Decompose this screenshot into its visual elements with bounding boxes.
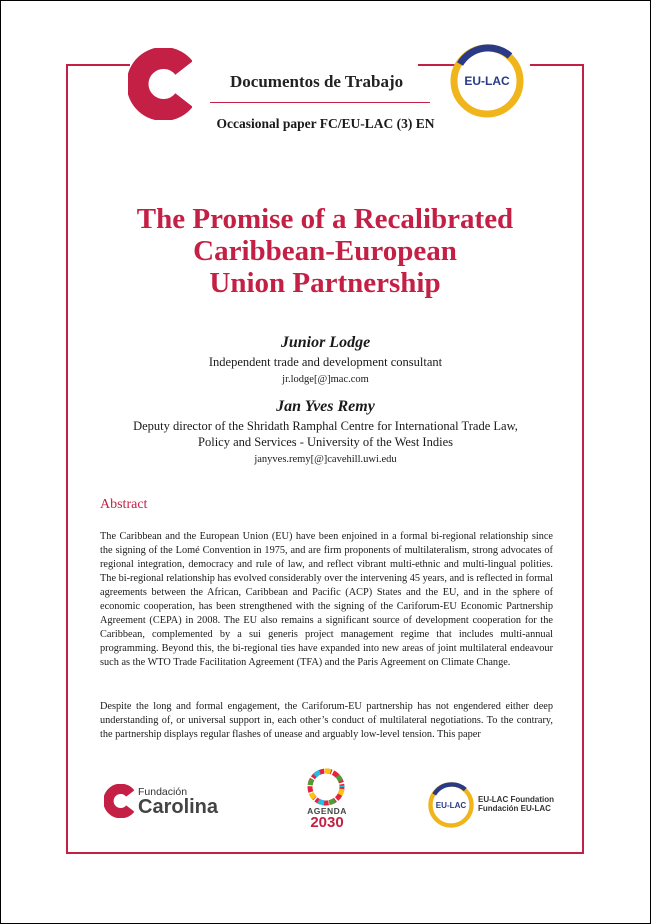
eulac-foundation-label: EU-LAC Foundation <box>478 795 554 804</box>
frame-line <box>530 64 584 66</box>
agenda-label: AGENDA <box>307 806 347 816</box>
frame-line <box>66 64 130 66</box>
separator-line <box>210 102 430 103</box>
abstract-heading: Abstract <box>100 497 148 512</box>
fundacion-label: Fundación <box>138 786 188 798</box>
paper-id: Occasional paper FC/EU-LAC (3) EN <box>216 116 435 131</box>
series-title: Documentos de Trabajo <box>230 72 404 91</box>
author-email: jr.lodge[@]mac.com <box>282 374 369 385</box>
abstract-paragraph: Despite the long and formal engagement, the Cariforum-EU partnership has not engendered either deep understanding of, or universal support in, each other’s conduct of multilateral negotiations. To the contrary, the partnership displays regular flashes of unease and arguably low-level tension. This paper <box>100 701 553 740</box>
author-affiliation: Independent trade and development consultant <box>208 355 443 369</box>
agenda-year: 2030 <box>310 814 344 831</box>
author-name: Junior Lodge <box>280 334 371 351</box>
author-email: janyves.remy[@]cavehill.uwi.edu <box>254 454 397 465</box>
fundacion-carolina-footer-logo <box>104 784 134 818</box>
frame-line <box>66 852 584 854</box>
eu-lac-logo-label: EU-LAC <box>464 74 510 88</box>
agenda-2030-wheel-icon <box>302 768 350 806</box>
paper-title <box>80 203 570 299</box>
abstract-paragraph: The Caribbean and the European Union (EU) have been enjoined in a formal bi-regional relationship since the signing of the Lomé Convention in 1975, and are firm proponents of multilateralism, strong advocates of regional integration, democracy and rule of law, and reflect vibrant multi-ethnic and multi-lingual polities. The bi-regional relationship has evolved considerably over the intervening 45 years, and is reflected in formal agreements between the African, Caribbean and Pacific (ACP) States and the EU, and in the sphere of economic cooperation, has been strengthened with the signing of the Cariforum-EU Economic Partnership Agreement (CEPA) in 2008. The EU also remains a significant source of development cooperation for the Caribbean, complemented by a sui generis project management regime that includes multi-annual programming. Beyond this, the bi-regional ties have expanded into new areas of joint multilateral endeavour such as the WTO Trade Facilitation Agreement (TFA) and the Paris Agreement on Climate Change. <box>100 531 553 668</box>
eu-lac-footer-logo <box>428 782 474 828</box>
eu-lac-logo <box>450 44 524 118</box>
author-name: Jan Yves Remy <box>276 398 375 415</box>
title-line: The Promise of a Recalibrated <box>136 203 514 235</box>
author-block <box>0 334 651 385</box>
author-affiliation: Policy and Services - University of the West Indies <box>198 435 453 449</box>
carolina-label: Carolina <box>138 796 219 818</box>
title-line: Union Partnership <box>209 267 441 299</box>
title-line: Caribbean-European <box>193 235 457 267</box>
eulac-foundation-label-es: Fundación EU-LAC <box>478 804 551 813</box>
eu-lac-footer-logo-label: EU-LAC <box>435 801 467 811</box>
fundacion-carolina-logo <box>128 48 192 120</box>
author-affiliation: Deputy director of the Shridath Ramphal Centre for International Trade Law, <box>133 419 518 433</box>
author-block <box>0 398 651 465</box>
